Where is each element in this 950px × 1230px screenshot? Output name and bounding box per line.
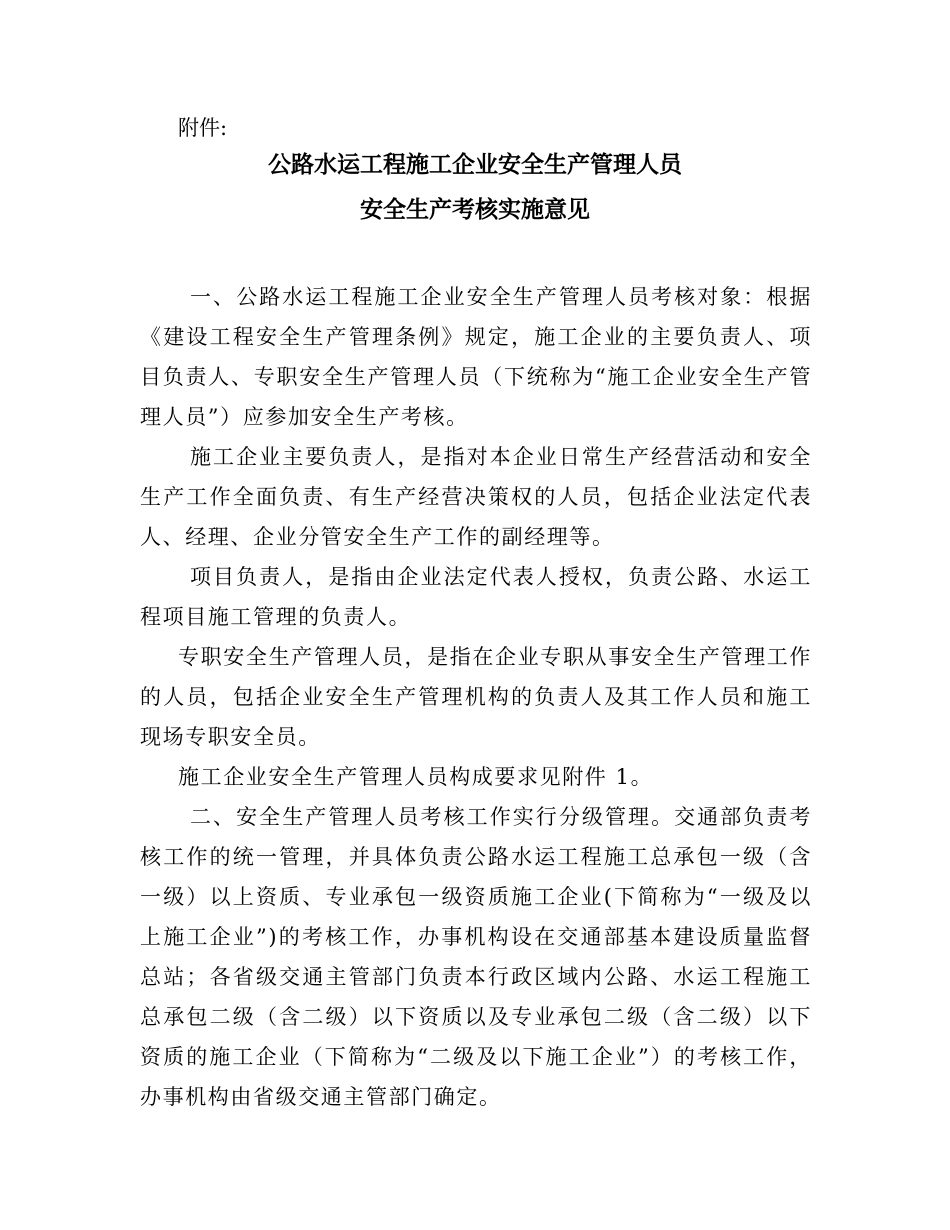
attachment-label: 附件: [178, 116, 228, 140]
paragraph-main-responsible-person: 施工企业主要负责人，是指对本企业日常生产经营活动和安全生产工作全面负责、有生产经营决策权的人员，包括企业法定代表人、经理、企业分管安全生产工作的副经理等。 [140, 445, 812, 549]
paragraph-tiered-management: 二、安全生产管理人员考核工作实行分级管理。交通部负责考核工作的统一管理，并具体负责公路水运工程施工总承包一级（含一级）以上资质、专业承包一级资质施工企业(下简称为“一级及以上施工企业”)的考核工作，办事机构设在交通部基本建设质量监督总站；各省级交通主管部门负责本行政区域内公路、水运工程施工总承包二级（含二级）以下资质以及专业承包二级（含二级）以下资质的施工企业（下简称为“二级及以下施工企业”）的考核工作，办事机构由省级交通主管部门确定。 [140, 805, 812, 1109]
paragraph-composition-requirements: 施工企业安全生产管理人员构成要求见附件 1。 [178, 765, 654, 789]
paragraph-full-time-safety-manager: 专职安全生产管理人员，是指在企业专职从事安全生产管理工作的人员，包括企业安全生产管理机构的负责人及其工作人员和施工现场专职安全员。 [140, 645, 812, 749]
document-body [140, 277, 812, 1117]
paragraph-assessment-targets: 一、公路水运工程施工企业安全生产管理人员考核对象：根据《建设工程安全生产管理条例》规定，施工企业的主要负责人、项目负责人、专职安全生产管理人员（下统称为“施工企业安全生产管理人员”）应参加安全生产考核。 [140, 285, 812, 429]
paragraph-project-responsible-person: 项目负责人，是指由企业法定代表人授权，负责公路、水运工程项目施工管理的负责人。 [140, 565, 812, 629]
document-title-line-1: 公路水运工程施工企业安全生产管理人员 [268, 151, 682, 178]
document-title-line-2: 安全生产考核实施意见 [360, 196, 590, 223]
